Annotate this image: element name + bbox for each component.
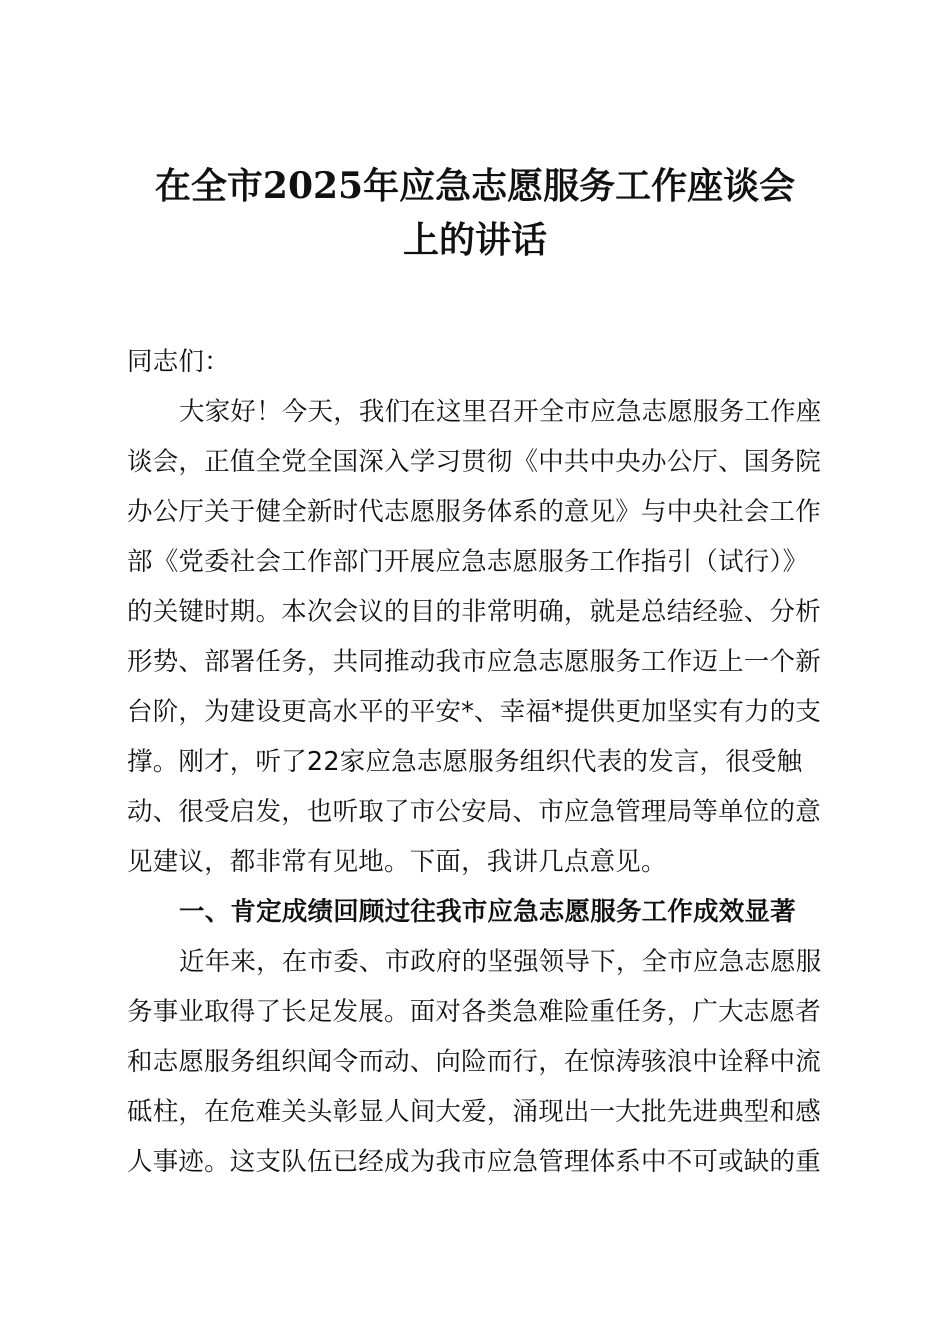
paragraph-1-line: 谈会，正值全党全国深入学习贯彻《中共中央办公厅、国务院 [127, 447, 821, 477]
paragraph-1-line: 动、很受启发，也听取了市公安局、市应急管理局等单位的意 [127, 797, 821, 827]
document-title-line-2: 上的讲话 [402, 219, 547, 261]
paragraph-1 [127, 387, 827, 887]
paragraph-2 [127, 937, 827, 1187]
paragraph-1-line: 台阶，为建设更高水平的平安*、幸福*提供更加坚实有力的支 [127, 697, 822, 727]
paragraph-1-line: 大家好！今天，我们在这里召开全市应急志愿服务工作座 [179, 397, 822, 427]
document-title-line-1: 在全市2025年应急志愿服务工作座谈会 [154, 165, 796, 207]
paragraph-2-line: 人事迹。这支队伍已经成为我市应急管理体系中不可或缺的重 [127, 1147, 821, 1177]
paragraph-1-line: 见建议，都非常有见地。下面，我讲几点意见。 [127, 847, 667, 877]
document-body [127, 337, 827, 1187]
paragraph-1-line: 的关键时期。本次会议的目的非常明确，就是总结经验、分析 [127, 597, 821, 627]
paragraph-1-line: 办公厅关于健全新时代志愿服务体系的意见》与中央社会工作 [127, 497, 821, 527]
salutation: 同志们： [127, 347, 230, 377]
paragraph-2-line: 务事业取得了长足发展。面对各类急难险重任务，广大志愿者 [127, 997, 821, 1027]
paragraph-2-line: 近年来，在市委、市政府的坚强领导下，全市应急志愿服 [179, 947, 822, 977]
paragraph-2-line: 和志愿服务组织闻令而动、向险而行，在惊涛骇浪中诠释中流 [127, 1047, 821, 1077]
section-heading-1: 一、肯定成绩回顾过往我市应急志愿服务工作成效显著 [179, 897, 796, 927]
paragraph-1-line: 撑。刚才，听了22家应急志愿服务组织代表的发言，很受触 [127, 747, 803, 777]
paragraph-1-line: 部《党委社会工作部门开展应急志愿服务工作指引（试行）》 [127, 547, 809, 577]
paragraph-1-line: 形势、部署任务，共同推动我市应急志愿服务工作迈上一个新 [127, 647, 821, 677]
paragraph-2-line: 砥柱，在危难关头彰显人间大爱，涌现出一大批先进典型和感 [127, 1097, 821, 1127]
